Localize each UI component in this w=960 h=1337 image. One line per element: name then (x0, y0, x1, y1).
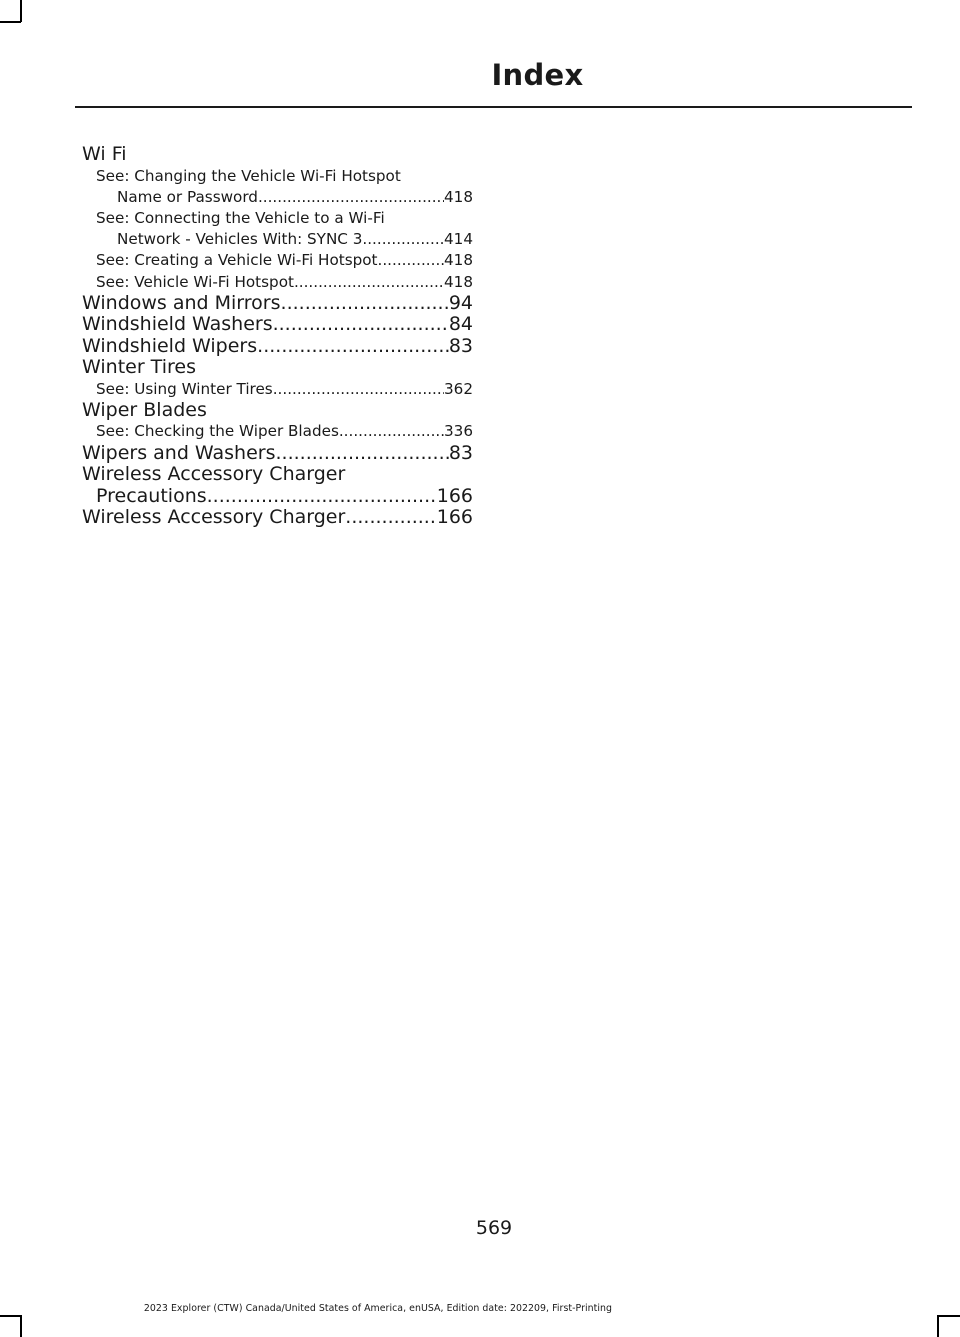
index-label: Precautions (96, 484, 207, 507)
dot-leader (273, 379, 444, 400)
index-subentry (82, 379, 473, 400)
header-divider (75, 106, 912, 108)
crop-mark (937, 1315, 960, 1317)
index-line (82, 443, 473, 465)
index-page-ref[interactable]: 84 (448, 313, 473, 336)
index-term (82, 443, 473, 465)
crop-mark (20, 0, 22, 22)
index-line (82, 464, 473, 486)
index-label: Wiper Blades (82, 398, 207, 421)
page-title: Index (491, 58, 584, 92)
index-label: Name or Password (117, 187, 258, 206)
index-line (96, 166, 473, 187)
index-label: Windshield Washers (82, 313, 273, 336)
index-line (82, 314, 473, 336)
index-line (82, 357, 473, 379)
index-subentry (82, 208, 473, 250)
index-label: See: Vehicle Wi-Fi Hotspot (96, 272, 294, 291)
index-line (82, 144, 473, 166)
index-label: Winter Tires (82, 356, 196, 379)
dot-leader (378, 250, 444, 271)
index-term (82, 336, 473, 358)
index-line (96, 272, 473, 293)
dot-leader (294, 272, 444, 293)
dot-leader (257, 336, 449, 358)
index-page-ref[interactable]: 418 (444, 187, 473, 206)
footer-edition-text: 2023 Explorer (CTW) Canada/United States of America, enUSA, Edition date: 202209, First-Printing (143, 1303, 612, 1314)
index-subentry (82, 166, 473, 208)
index-page-ref[interactable]: 166 (436, 484, 473, 507)
dot-leader (273, 314, 449, 336)
dot-leader (362, 229, 444, 250)
index-label: Wi Fi (82, 143, 127, 165)
dot-leader (276, 443, 449, 465)
dot-leader (345, 507, 436, 529)
index-column (82, 144, 473, 529)
dot-leader (281, 293, 449, 315)
index-line (96, 421, 473, 442)
index-page-ref[interactable]: 414 (444, 230, 473, 249)
dot-leader (339, 421, 444, 442)
index-subentry (82, 250, 473, 271)
index-term (82, 400, 473, 422)
index-subentry (82, 272, 473, 293)
index-label: Wipers and Washers (82, 441, 276, 464)
index-line (96, 250, 473, 271)
index-term (82, 293, 473, 315)
index-term (82, 314, 473, 336)
index-line (96, 187, 473, 208)
index-subentry (82, 421, 473, 442)
index-label: Windshield Wipers (82, 334, 258, 357)
index-label: See: Changing the Vehicle Wi-Fi Hotspot (96, 166, 401, 185)
index-line (82, 293, 473, 315)
crop-mark (0, 1315, 21, 1317)
index-label: See: Creating a Vehicle Wi-Fi Hotspot (96, 251, 378, 270)
index-label: Network - Vehicles With: SYNC 3 (117, 230, 363, 249)
index-page-ref[interactable]: 418 (444, 251, 473, 270)
index-page-ref[interactable]: 336 (444, 422, 473, 441)
index-line (96, 229, 473, 250)
crop-mark (20, 1315, 22, 1337)
index-line (96, 208, 473, 229)
index-term (82, 144, 473, 166)
index-label: Windows and Mirrors (82, 291, 281, 314)
crop-mark (0, 21, 21, 23)
index-line (82, 336, 473, 358)
index-term (82, 357, 473, 379)
index-label: See: Checking the Wiper Blades (96, 422, 339, 441)
index-term (82, 507, 473, 529)
crop-mark (937, 1315, 939, 1337)
index-label: See: Using Winter Tires (96, 379, 273, 398)
index-label: Wireless Accessory Charger (82, 463, 346, 486)
index-line (82, 400, 473, 422)
index-line (82, 507, 473, 529)
page-number: 569 (475, 1217, 513, 1239)
index-page-ref[interactable]: 83 (448, 441, 473, 464)
index-line (82, 486, 473, 508)
index-page-ref[interactable]: 94 (448, 291, 473, 314)
index-page-ref[interactable]: 83 (448, 334, 473, 357)
index-line (96, 379, 473, 400)
dot-leader (258, 187, 444, 208)
index-label: See: Connecting the Vehicle to a Wi-Fi (96, 208, 385, 227)
index-page-ref[interactable]: 362 (444, 379, 473, 398)
index-label: Wireless Accessory Charger (82, 506, 346, 529)
index-page-ref[interactable]: 166 (436, 506, 473, 529)
index-page-ref[interactable]: 418 (444, 272, 473, 291)
index-term (82, 464, 473, 507)
dot-leader (207, 486, 437, 508)
